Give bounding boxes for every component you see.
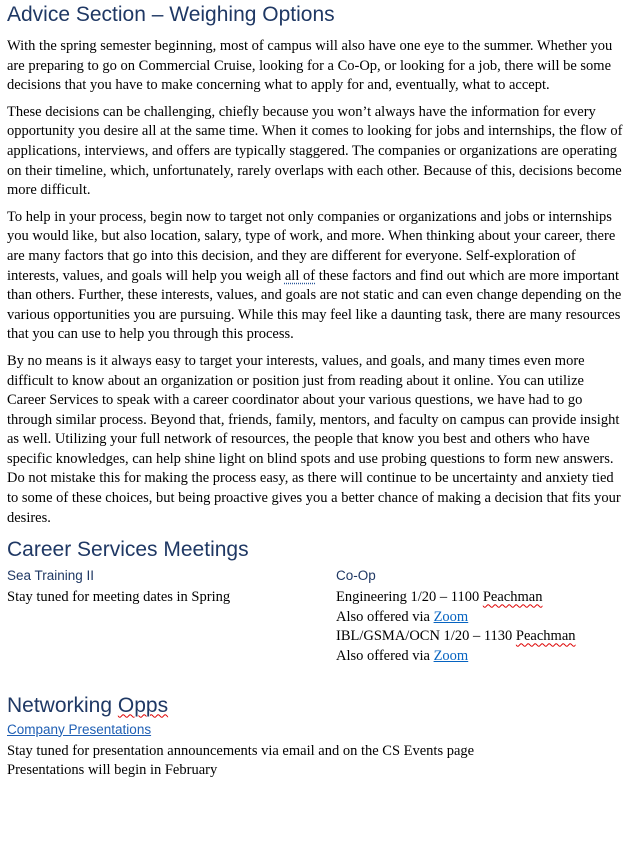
co-op-title: Co-Op xyxy=(336,568,376,584)
ibl-zoom-prefix: Also offered via xyxy=(336,648,434,665)
networking-heading-text: Networking xyxy=(7,693,118,717)
advice-paragraph-3-start: To help in your process, begin now to target not only companies or organizations and jobs or internships you would like, but also location, salary, type of work, and more. When thinking about your career, there are many factors that go into this decision, and they are different for everyone. Self-exploration of interests, values, and goals will help you weigh xyxy=(7,208,616,284)
career-services-columns xyxy=(7,567,623,666)
engineering-meeting-place: Peachman xyxy=(482,589,543,606)
ibl-zoom-link[interactable]: Zoom xyxy=(433,648,469,665)
engineering-meeting-time: Engineering 1/20 – 1100 xyxy=(336,589,483,606)
sea-training-title: Sea Training II xyxy=(7,568,95,584)
career-services-heading: Career Services Meetings xyxy=(7,538,249,562)
advice-paragraph-3 xyxy=(7,208,623,345)
advice-paragraph-2: These decisions can be challenging, chiefly because you won’t always have the information for every opportunity you desire all at the same time. When it comes to looking for jobs and internships, the flow of applications, interviews, and offers are typically staggered. The companies or organizations are operating on their timeline, which, unfortunately, rarely overlaps with each other. Because of this, decisions become more difficult. xyxy=(7,103,623,199)
engineering-zoom-line xyxy=(336,608,623,628)
sea-training-column xyxy=(7,567,336,666)
presentations-line-2: Presentations will begin in February xyxy=(7,762,218,779)
advice-paragraph-3-end: these factors and find out which are more important than others. Further, these interests, values, and goals are not static and can even change depending on the various opportunities you are pursuing. While this may feel like a daunting task, there are many resources that you can use to help you through this process. xyxy=(7,267,622,343)
advice-heading: Advice Section – Weighing Options xyxy=(7,3,335,26)
advice-paragraph-1: With the spring semester beginning, most of campus will also have one eye to the summer. Whether you are preparing to go on Commercial Cruise, looking for a Co-Op, or looking for a job, there will be some decisions that you have to make concerning what to apply for and, eventually, what to accept. xyxy=(7,38,613,94)
ibl-meeting-place: Peachman xyxy=(515,628,576,645)
sea-training-text: Stay tuned for meeting dates in Spring xyxy=(7,589,231,606)
networking-heading-opps: Opps xyxy=(117,693,169,717)
advice-paragraph-4: By no means is it always easy to target your interests, values, and goals, and many times even more difficult to know about an organization or position just from reading about it online. You can utilize Career Services to speak with a career coordinator about your various questions, we have had to go through similar process. Beyond that, friends, family, mentors, and faculty on campus can provide insight as well. Utilizing your full network of resources, the people that know you best and others who have specific knowledges, can help shine light on blind spots and use probing questions to form new answers. Do not mistake this for making the process easy, as there will continue to be uncertainty and anxiety tied to some of these choices, but being proactive gives you a better chance of making a decision that fits your desires. xyxy=(7,352,621,526)
company-presentations-title xyxy=(7,721,623,739)
ibl-zoom-line xyxy=(336,647,623,667)
engineering-meeting xyxy=(336,588,623,608)
co-op-column xyxy=(336,567,623,666)
networking-heading xyxy=(7,693,623,719)
company-presentations-link[interactable]: Company Presentations xyxy=(7,721,152,737)
ibl-meeting xyxy=(336,627,623,647)
grammar-marked-text[interactable]: all of xyxy=(284,267,316,284)
ibl-meeting-time: IBL/GSMA/OCN 1/20 – 1130 xyxy=(336,628,516,645)
engineering-zoom-prefix: Also offered via xyxy=(336,608,434,625)
engineering-zoom-link[interactable]: Zoom xyxy=(433,608,469,625)
presentations-line-1: Stay tuned for presentation announcements via email and on the CS Events page xyxy=(7,742,475,759)
